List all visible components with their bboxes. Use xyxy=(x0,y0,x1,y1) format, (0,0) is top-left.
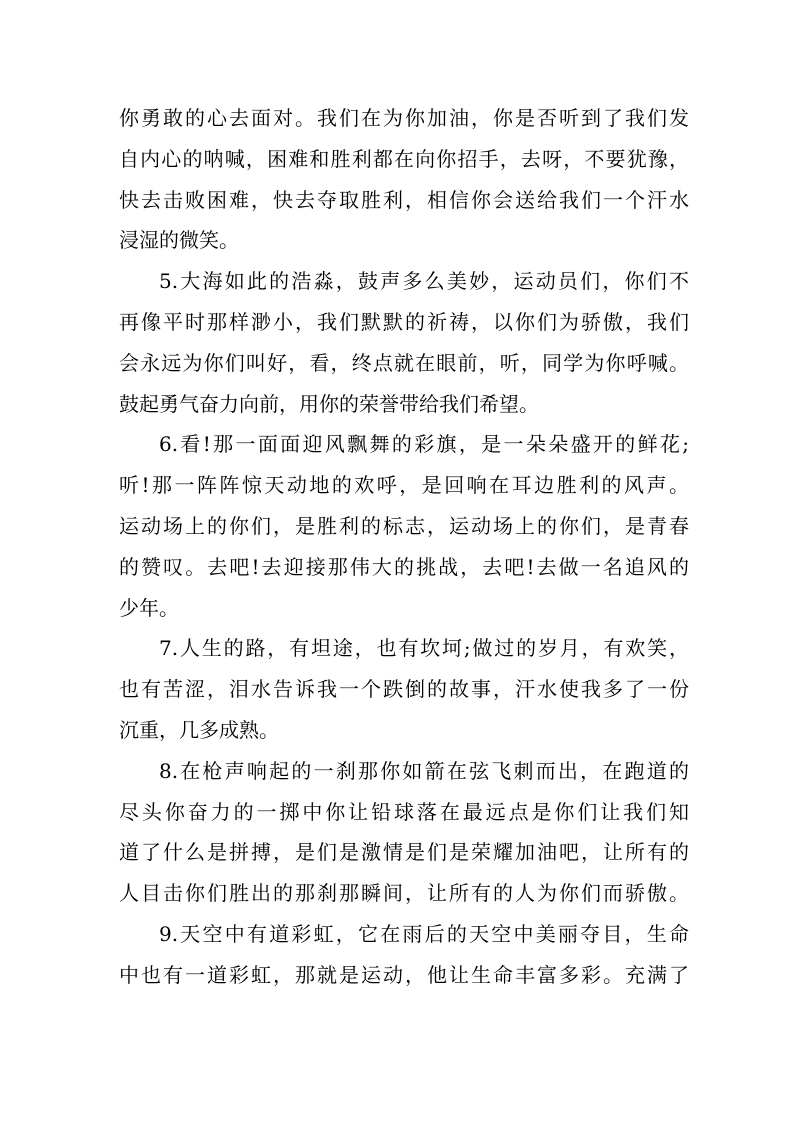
text-line: 中也有一道彩虹，那就是运动，他让生命丰富多彩。充满了 xyxy=(119,962,689,987)
text-line: 浸湿的微笑。 xyxy=(119,228,239,253)
text-line: 运动场上的你们，是胜利的标志，运动场上的你们，是青春 xyxy=(119,513,689,538)
paragraph-9-start: 9.天空中有道彩虹，它在雨后的天空中美丽夺目，生命 xyxy=(159,921,689,946)
text-line: 你勇敢的心去面对。我们在为你加油，你是否听到了我们发 xyxy=(119,106,689,130)
body-text xyxy=(119,98,689,996)
text-line: 人目击你们胜出的那刹那瞬间，让所有的人为你们而骄傲。 xyxy=(119,881,689,906)
text-line: 快去击败困难，快去夺取胜利，相信你会送给我们一个汗水 xyxy=(119,187,689,212)
paragraph-8-start: 8.在枪声响起的一刹那你如箭在弦飞刺而出，在跑道的 xyxy=(159,758,689,783)
paragraph-6-start: 6.看!那一面面迎风飘舞的彩旗，是一朵朵盛开的鲜花; xyxy=(159,432,689,457)
text-line: 自内心的呐喊，困难和胜利都在向你招手，去呀，不要犹豫， xyxy=(119,146,689,171)
text-line: 的赞叹。去吧!去迎接那伟大的挑战，去吧!去做一名追风的 xyxy=(119,554,689,579)
text-line: 也有苦涩，泪水告诉我一个跌倒的故事，汗水使我多了一份 xyxy=(119,677,689,702)
paragraph-5-start: 5.大海如此的浩淼，鼓声多么美妙，运动员们，你们不 xyxy=(159,269,689,294)
text-line: 少年。 xyxy=(119,595,179,620)
text-line: 会永远为你们叫好，看，终点就在眼前，听，同学为你呼喊。 xyxy=(119,350,689,375)
paragraph-7-start: 7.人生的路，有坦途，也有坎坷;做过的岁月，有欢笑， xyxy=(159,636,689,661)
text-line: 再像平时那样渺小，我们默默的祈祷，以你们为骄傲，我们 xyxy=(119,309,689,334)
text-line: 沉重，几多成熟。 xyxy=(119,717,279,742)
text-line: 鼓起勇气奋力向前，用你的荣誉带给我们希望。 xyxy=(119,391,539,416)
text-line: 听!那一阵阵惊天动地的欢呼，是回响在耳边胜利的风声。 xyxy=(119,473,689,498)
text-line: 道了什么是拼搏，是们是激情是们是荣耀加油吧，让所有的 xyxy=(119,840,689,865)
text-line: 尽头你奋力的一掷中你让铅球落在最远点是你们让我们知 xyxy=(119,799,689,824)
